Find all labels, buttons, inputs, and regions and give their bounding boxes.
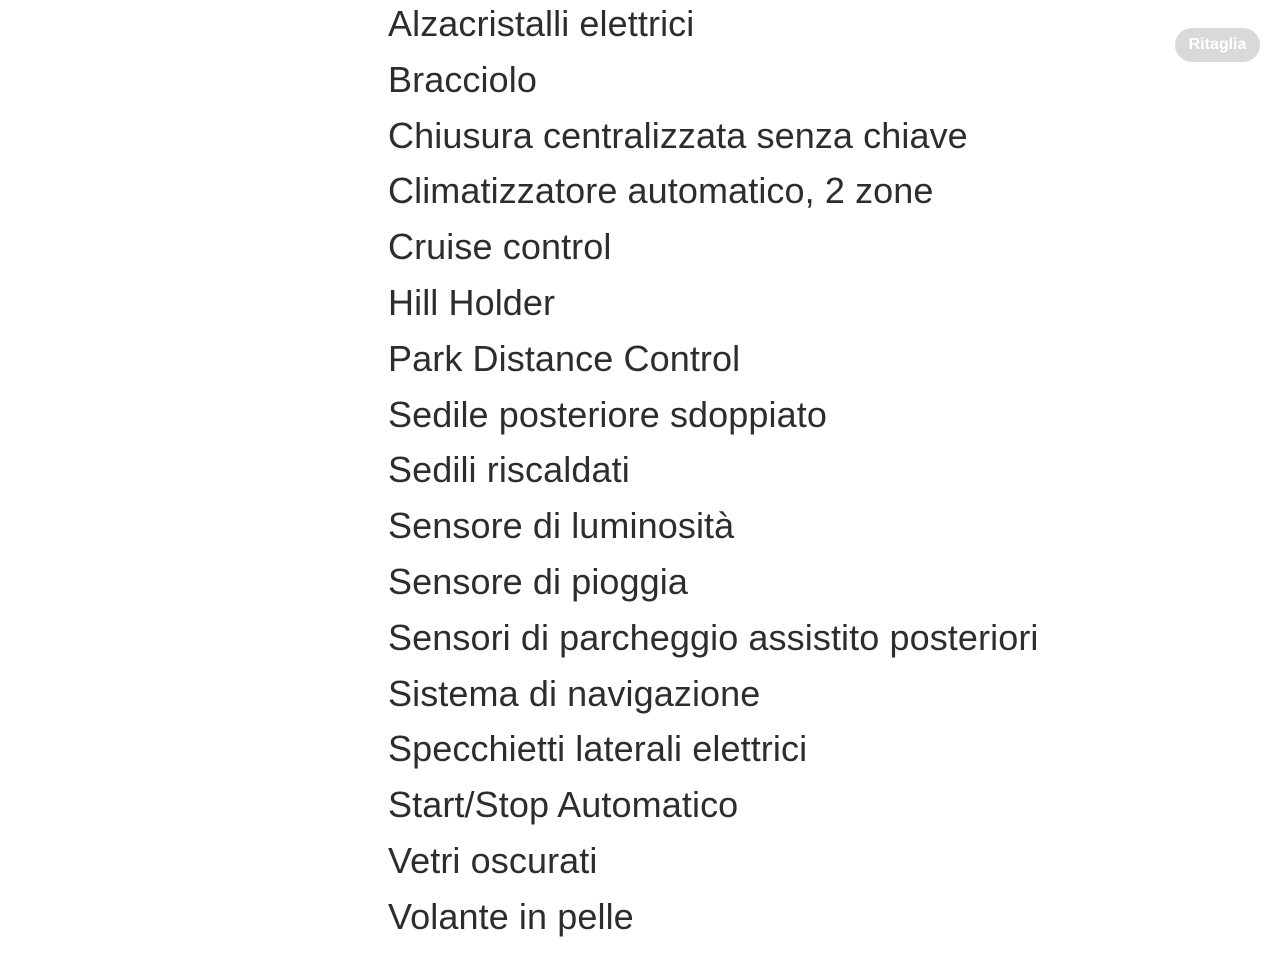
list-item: Alzacristalli elettrici [388,3,695,44]
list-item: Climatizzatore automatico, 2 zone [388,170,934,212]
list-item: Specchietti laterali elettrici [388,728,808,770]
crop-button[interactable]: Ritaglia [1175,28,1260,62]
list-item: Hill Holder [388,281,556,323]
list-item: Sedile posteriore sdoppiato [388,393,827,435]
list-item: Sensore di luminosità [388,505,735,547]
list-item: Park Distance Control [388,337,741,379]
feature-list [388,0,1039,949]
list-item: Sedili riscaldati [388,449,630,491]
list-item: Sensore di pioggia [388,560,689,602]
list-item: Cruise control [388,226,612,268]
list-item: Chiusura centralizzata senza chiave [388,114,968,156]
list-item: Vetri oscurati [388,839,598,881]
list-item: Sistema di navigazione [388,672,761,714]
list-item: Bracciolo [388,58,537,100]
list-item: Volante in pelle [388,895,634,937]
list-item: Sensori di parcheggio assistito posteriori [388,616,1039,658]
list-item: Start/Stop Automatico [388,784,739,826]
